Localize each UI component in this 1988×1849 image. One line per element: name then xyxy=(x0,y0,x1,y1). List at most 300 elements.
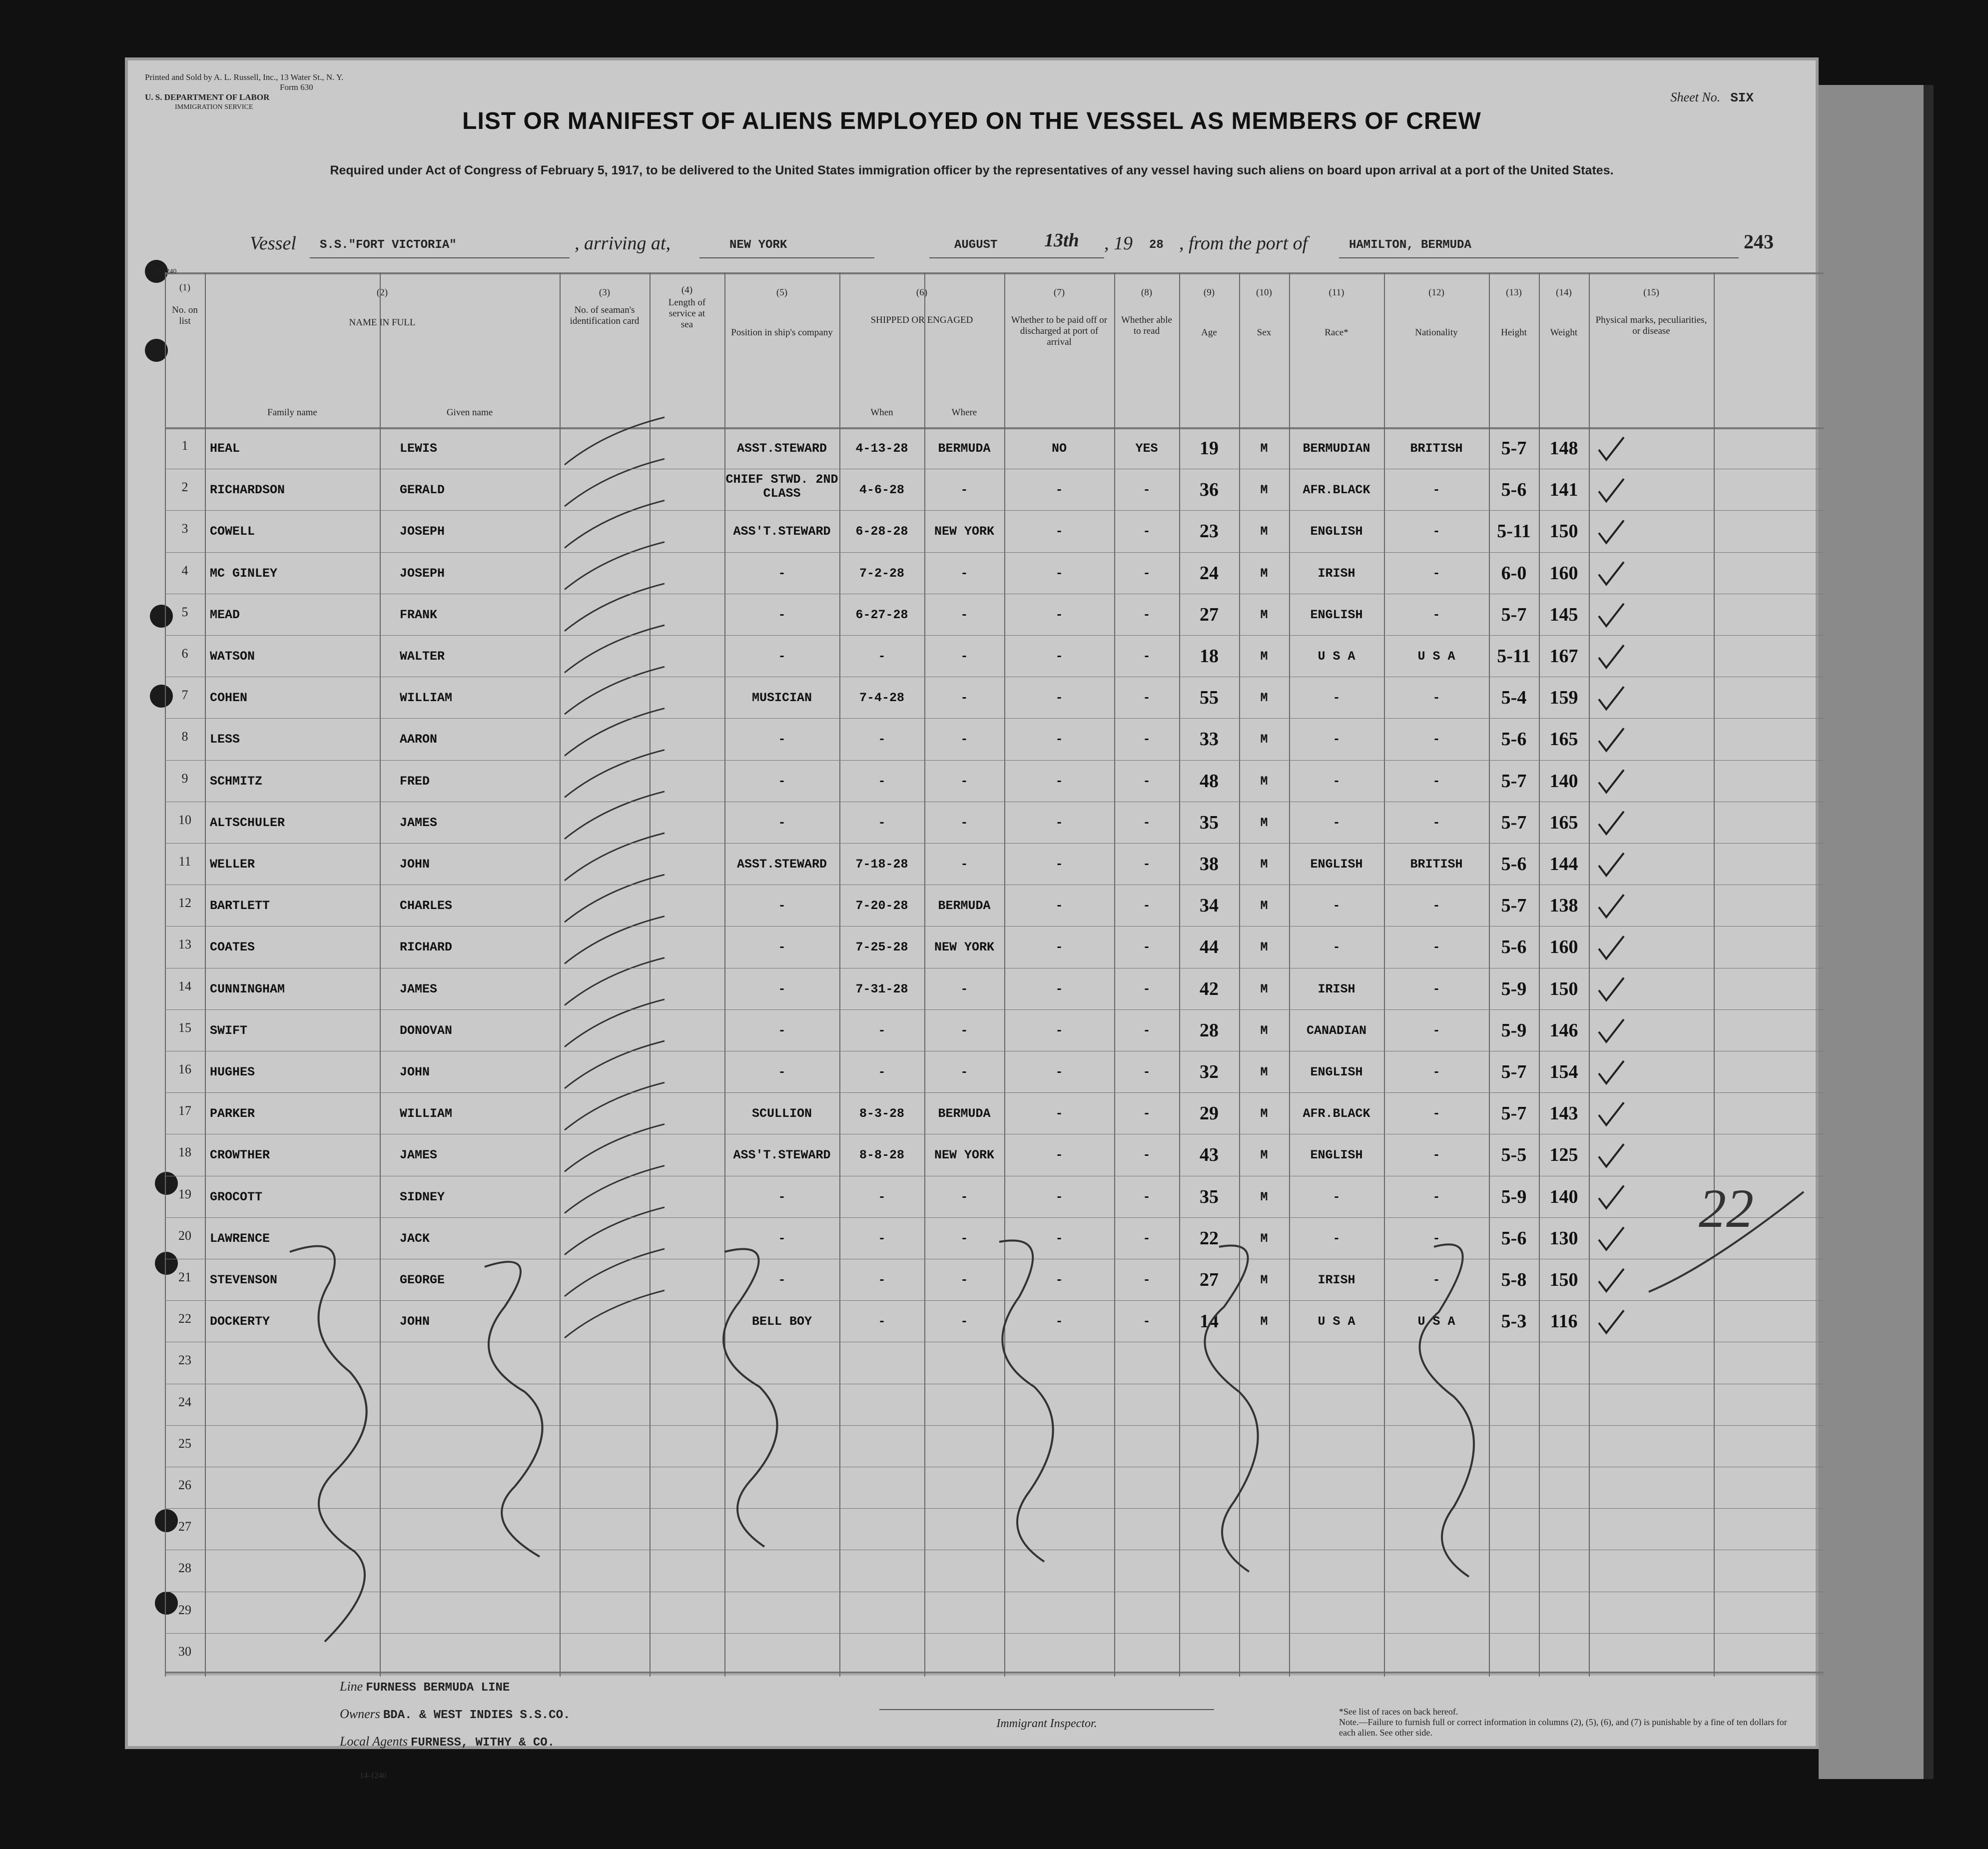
cell-where: - xyxy=(960,1023,968,1038)
cell-height: 5-6 xyxy=(1501,729,1527,750)
races-note: *See list of races on back hereof. xyxy=(1339,1707,1458,1717)
cell-nationality: - xyxy=(1432,691,1440,706)
row-number: 18 xyxy=(178,1145,191,1160)
cell-position: SCULLION xyxy=(751,1106,812,1121)
cell-position: - xyxy=(778,981,786,996)
strike-mark xyxy=(290,1246,367,1642)
cell-race: IRISH xyxy=(1318,566,1355,581)
cell-position: - xyxy=(778,1231,786,1246)
cell-age: 32 xyxy=(1200,1061,1219,1082)
row-number: 19 xyxy=(178,1186,191,1201)
cell-sex: M xyxy=(1260,857,1268,872)
cell-given: JOSEPH xyxy=(400,566,445,581)
cell-where: - xyxy=(960,732,968,747)
cell-weight: 150 xyxy=(1549,521,1578,542)
cell-age: 38 xyxy=(1200,854,1219,875)
cell-weight: 146 xyxy=(1549,1019,1578,1041)
row-number: 29 xyxy=(178,1602,191,1617)
cell-given: WALTER xyxy=(400,649,445,664)
cell-race: AFR.BLACK xyxy=(1303,483,1370,498)
cell-weight: 144 xyxy=(1549,854,1578,875)
strike-mark xyxy=(1419,1244,1474,1577)
cell-read: - xyxy=(1143,774,1151,789)
cell-read: - xyxy=(1143,1273,1151,1287)
cell-height: 5-4 xyxy=(1501,687,1527,709)
cell-nationality: - xyxy=(1432,1065,1440,1079)
cell-age: 55 xyxy=(1200,687,1219,709)
cell-where: BERMUDA xyxy=(938,441,991,456)
cell-family: CUNNINGHAM xyxy=(210,981,285,996)
cell-where: BERMUDA xyxy=(938,899,991,914)
cell-when: - xyxy=(878,1065,886,1079)
cell-height: 5-7 xyxy=(1501,604,1527,625)
cell-family: SWIFT xyxy=(210,1023,248,1038)
cell-age: 44 xyxy=(1200,936,1219,958)
cell-age: 35 xyxy=(1200,1186,1219,1207)
strike-mark xyxy=(723,1249,777,1547)
cell-position: - xyxy=(778,1065,786,1079)
cell-read: - xyxy=(1143,691,1151,706)
cell-sex: M xyxy=(1260,1023,1268,1038)
cell-where: NEW YORK xyxy=(934,940,995,955)
cell-weight: 141 xyxy=(1549,479,1578,501)
col-3-header: No. of seaman's identification card xyxy=(570,305,640,326)
cell-paid: - xyxy=(1055,732,1063,747)
cell-where: NEW YORK xyxy=(934,1148,995,1163)
cell-given: WILLIAM xyxy=(400,1106,453,1121)
strike-mark xyxy=(999,1240,1053,1562)
cell-weight: 160 xyxy=(1549,936,1578,958)
cell-nationality: - xyxy=(1432,940,1440,955)
cell-when: - xyxy=(878,1189,886,1204)
col-7-header: Whether to be paid off or discharged at port of arrival xyxy=(1011,315,1108,347)
cell-nationality: - xyxy=(1432,1231,1440,1246)
cell-read: - xyxy=(1143,732,1151,747)
cell-paid: - xyxy=(1055,483,1063,498)
cell-family: DOCKERTY xyxy=(210,1314,270,1329)
cell-weight: 148 xyxy=(1549,438,1578,459)
cell-age: 33 xyxy=(1200,729,1219,750)
cell-where: - xyxy=(960,1273,968,1287)
cell-given: CHARLES xyxy=(400,899,453,914)
cell-family: MEAD xyxy=(210,607,240,622)
cell-race: - xyxy=(1332,815,1340,830)
cell-when: - xyxy=(878,774,886,789)
cell-family: ALTSCHULER xyxy=(210,815,285,830)
cell-weight: 150 xyxy=(1549,978,1578,999)
col-6-number: (6) xyxy=(916,287,928,298)
cell-given: JOHN xyxy=(400,857,430,872)
cell-height: 5-7 xyxy=(1501,1061,1527,1082)
cell-family: LESS xyxy=(210,732,240,747)
cell-paid: - xyxy=(1055,1065,1063,1079)
cell-sex: M xyxy=(1260,981,1268,996)
row-number: 26 xyxy=(178,1478,191,1492)
cell-age: 19 xyxy=(1200,438,1219,459)
cell-sex: M xyxy=(1260,1189,1268,1204)
col-2-header: NAME IN FULL xyxy=(349,317,416,328)
col-13-header: Height xyxy=(1501,327,1527,338)
cell-when: - xyxy=(878,1273,886,1287)
cell-sex: M xyxy=(1260,899,1268,914)
cell-read: - xyxy=(1143,1231,1151,1246)
cell-position: - xyxy=(778,1273,786,1287)
cell-nationality: - xyxy=(1432,524,1440,539)
cell-paid: - xyxy=(1055,1273,1063,1287)
cell-age: 24 xyxy=(1200,562,1219,584)
cell-weight: 140 xyxy=(1549,1186,1578,1207)
cell-sex: M xyxy=(1260,1106,1268,1121)
cell-given: FRANK xyxy=(400,607,438,622)
from-port: HAMILTON, BERMUDA xyxy=(1349,238,1471,252)
cell-when: 8-8-28 xyxy=(859,1148,904,1163)
cell-paid: - xyxy=(1055,981,1063,996)
cell-where: - xyxy=(960,691,968,706)
cell-paid: - xyxy=(1055,524,1063,539)
cell-weight: 154 xyxy=(1549,1061,1578,1082)
cell-family: COWELL xyxy=(210,524,255,539)
cell-where: NEW YORK xyxy=(934,524,995,539)
cell-height: 5-7 xyxy=(1501,770,1527,792)
cell-weight: 165 xyxy=(1549,729,1578,750)
cell-given: RICHARD xyxy=(400,940,453,955)
cell-read: - xyxy=(1143,1065,1151,1079)
cell-nationality: BRITISH xyxy=(1410,857,1463,872)
cell-age: 48 xyxy=(1200,770,1219,792)
cell-position: ASST.STEWARD xyxy=(736,441,827,456)
cell-sex: M xyxy=(1260,1148,1268,1163)
cell-given: AARON xyxy=(400,732,438,747)
line-label: Line xyxy=(340,1679,363,1694)
vessel-label: Vessel xyxy=(250,233,296,254)
row-number: 28 xyxy=(178,1561,191,1576)
cell-weight: 165 xyxy=(1549,812,1578,833)
cell-sex: M xyxy=(1260,566,1268,581)
cell-where: - xyxy=(960,1189,968,1204)
cell-weight: 145 xyxy=(1549,604,1578,625)
cell-age: 18 xyxy=(1200,646,1219,667)
col-2-number: (2) xyxy=(376,287,388,298)
row-number: 4 xyxy=(181,563,188,578)
col-15-header: Physical marks, peculiarities, or disease xyxy=(1595,315,1707,336)
cell-sex: M xyxy=(1260,732,1268,747)
row-number: 27 xyxy=(178,1519,191,1534)
cell-paid: - xyxy=(1055,899,1063,914)
cell-when: - xyxy=(878,815,886,830)
cell-sex: M xyxy=(1260,441,1268,456)
cell-height: 5-6 xyxy=(1501,854,1527,875)
handwritten-total: 22 xyxy=(1699,1178,1754,1239)
cell-race: - xyxy=(1332,732,1340,747)
arriving-port: NEW YORK xyxy=(729,238,787,252)
arrival-month: AUGUST xyxy=(954,238,998,252)
cell-height: 5-6 xyxy=(1501,936,1527,958)
cell-race: - xyxy=(1332,940,1340,955)
col-8-number: (8) xyxy=(1141,287,1153,298)
cell-position: - xyxy=(778,1189,786,1204)
row-number: 16 xyxy=(178,1062,191,1076)
cell-where: - xyxy=(960,1065,968,1079)
cell-sex: M xyxy=(1260,815,1268,830)
department-label: U. S. DEPARTMENT OF LABOR xyxy=(145,92,270,102)
cell-age: 27 xyxy=(1200,604,1219,625)
cell-position: ASS'T.STEWARD xyxy=(733,524,831,539)
col-11-header: Race* xyxy=(1325,327,1348,338)
cell-read: - xyxy=(1143,981,1151,996)
cell-race: - xyxy=(1332,691,1340,706)
cell-read: - xyxy=(1143,607,1151,622)
cell-paid: - xyxy=(1055,815,1063,830)
col-10-header: Sex xyxy=(1257,327,1272,338)
page-edge-shadow xyxy=(1924,85,1934,1779)
cell-paid: - xyxy=(1055,566,1063,581)
cell-race: BERMUDIAN xyxy=(1303,441,1370,456)
cell-where: - xyxy=(960,1231,968,1246)
col-8-header: Whether able to read xyxy=(1121,315,1172,336)
cell-height: 5-6 xyxy=(1501,1227,1527,1249)
cell-height: 6-0 xyxy=(1501,562,1527,584)
row-number: 2 xyxy=(181,480,188,495)
cell-when: 4-6-28 xyxy=(859,483,904,498)
col-4-number: (4) xyxy=(681,285,693,295)
cell-family: GROCOTT xyxy=(210,1189,263,1204)
col-5-number: (5) xyxy=(776,287,788,298)
col-15-number: (15) xyxy=(1643,287,1659,298)
service-label: IMMIGRATION SERVICE xyxy=(175,103,253,111)
cell-race: - xyxy=(1332,1231,1340,1246)
cell-height: 5-9 xyxy=(1501,1186,1527,1207)
cell-age: 34 xyxy=(1200,895,1219,917)
cell-paid: - xyxy=(1055,649,1063,664)
cell-paid: - xyxy=(1055,1231,1063,1246)
cell-nationality: - xyxy=(1432,1273,1440,1287)
cell-where: - xyxy=(960,649,968,664)
cell-sex: M xyxy=(1260,1314,1268,1329)
cell-when: - xyxy=(878,1231,886,1246)
row-number: 22 xyxy=(178,1311,191,1326)
cell-family: STEVENSON xyxy=(210,1273,278,1287)
cell-race: - xyxy=(1332,1189,1340,1204)
col-11-number: (11) xyxy=(1328,287,1344,298)
cell-when: - xyxy=(878,732,886,747)
cell-nationality: BRITISH xyxy=(1410,441,1463,456)
cell-race: ENGLISH xyxy=(1310,1065,1363,1079)
cell-weight: 130 xyxy=(1549,1227,1578,1249)
cell-read: - xyxy=(1143,1314,1151,1329)
row-number: 12 xyxy=(178,896,191,911)
cell-when: 7-18-28 xyxy=(855,857,908,872)
cell-nationality: - xyxy=(1432,981,1440,996)
cell-where: - xyxy=(960,774,968,789)
row-number: 15 xyxy=(178,1020,191,1035)
cell-position: - xyxy=(778,566,786,581)
cell-when: 4-13-28 xyxy=(855,441,908,456)
cell-given: JAMES xyxy=(400,1148,438,1163)
cell-position: BELL BOY xyxy=(751,1314,812,1329)
row-number: 20 xyxy=(178,1228,191,1243)
cell-given: SIDNEY xyxy=(400,1189,445,1204)
cell-given: JAMES xyxy=(400,815,438,830)
inspector-signature-line: Immigrant Inspector. xyxy=(879,1709,1214,1731)
cell-given: GEORGE xyxy=(400,1273,445,1287)
cell-weight: 140 xyxy=(1549,770,1578,792)
row-number: 3 xyxy=(181,521,188,536)
cell-paid: - xyxy=(1055,1148,1063,1163)
row-number: 5 xyxy=(181,604,188,619)
row-number: 6 xyxy=(181,646,188,661)
col-7-number: (7) xyxy=(1053,287,1065,298)
cell-position: - xyxy=(778,649,786,664)
cell-nationality: - xyxy=(1432,732,1440,747)
cell-read: - xyxy=(1143,857,1151,872)
col-1-header: No. on list xyxy=(172,305,198,326)
cell-position: - xyxy=(778,732,786,747)
cell-age: 36 xyxy=(1200,479,1219,501)
form-number: Form 630 xyxy=(280,82,313,92)
agents-value: FURNESS, WITHY & CO. xyxy=(411,1736,555,1750)
cell-position: - xyxy=(778,607,786,622)
cell-given: JOHN xyxy=(400,1065,430,1079)
row-number: 25 xyxy=(178,1436,191,1451)
cell-nationality: - xyxy=(1432,483,1440,498)
cell-read: - xyxy=(1143,1023,1151,1038)
cell-age: 23 xyxy=(1200,521,1219,542)
cell-when: 7-20-28 xyxy=(855,899,908,914)
row-number: 1 xyxy=(181,438,188,453)
cell-when: 6-28-28 xyxy=(855,524,908,539)
page-number: 243 xyxy=(1744,230,1774,253)
col-6-header: SHIPPED OR ENGAGED xyxy=(870,315,973,325)
row-number: 21 xyxy=(178,1270,191,1284)
col-6a-header: When xyxy=(870,407,893,418)
cell-weight: 116 xyxy=(1550,1311,1578,1332)
cell-race: AFR.BLACK xyxy=(1303,1106,1370,1121)
cell-paid: NO xyxy=(1051,441,1067,456)
cell-when: 7-4-28 xyxy=(859,691,904,706)
cell-sex: M xyxy=(1260,1231,1268,1246)
row-number: 17 xyxy=(178,1103,191,1118)
cell-read: - xyxy=(1143,524,1151,539)
cell-nationality: - xyxy=(1432,607,1440,622)
cell-given: JOHN xyxy=(400,1314,430,1329)
cell-height: 5-7 xyxy=(1501,812,1527,833)
cell-when: 7-25-28 xyxy=(855,940,908,955)
cell-age: 22 xyxy=(1200,1227,1219,1249)
cell-height: 5-11 xyxy=(1497,646,1531,667)
cell-where: - xyxy=(960,566,968,581)
owners-value: BDA. & WEST INDIES S.S.CO. xyxy=(383,1709,571,1722)
agents-label: Local Agents xyxy=(340,1734,408,1749)
row-number: 24 xyxy=(178,1394,191,1409)
cell-family: WELLER xyxy=(210,857,255,872)
col-13-number: (13) xyxy=(1506,287,1522,298)
cell-height: 5-9 xyxy=(1501,978,1527,999)
cell-family: COATES xyxy=(210,940,255,955)
cell-age: 14 xyxy=(1200,1311,1219,1332)
cell-read: - xyxy=(1143,940,1151,955)
col-2a-header: Family name xyxy=(267,407,317,418)
cell-position: - xyxy=(778,940,786,955)
row-number: 11 xyxy=(178,854,191,869)
vessel-name: S.S."FORT VICTORIA" xyxy=(320,238,457,252)
cell-weight: 138 xyxy=(1549,895,1578,917)
cell-read: - xyxy=(1143,483,1151,498)
cell-paid: - xyxy=(1055,1023,1063,1038)
row-number: 8 xyxy=(181,729,188,744)
page-subtitle: Required under Act of Congress of February 5, 1917, to be delivered to the United States immigration officer by the representatives of any vessel having such aliens on board upon arrival at a port of the United States. xyxy=(330,163,1614,177)
cell-read: - xyxy=(1143,1148,1151,1163)
cell-family: HUGHES xyxy=(210,1065,255,1079)
page-edge-strip xyxy=(1819,85,1929,1779)
cell-age: 28 xyxy=(1200,1019,1219,1041)
cell-when: - xyxy=(878,1023,886,1038)
cell-sex: M xyxy=(1260,649,1268,664)
cell-position: ASST.STEWARD xyxy=(736,857,827,872)
page-title: LIST OR MANIFEST OF ALIENS EMPLOYED ON THE VESSEL AS MEMBERS OF CREW xyxy=(462,108,1481,134)
cell-race: IRISH xyxy=(1318,981,1355,996)
cell-height: 5-3 xyxy=(1501,1311,1527,1332)
cell-nationality: - xyxy=(1432,1106,1440,1121)
cell-family: HEAL xyxy=(210,441,240,456)
cell-weight: 150 xyxy=(1549,1269,1578,1290)
cell-sex: M xyxy=(1260,524,1268,539)
col-1-number: (1) xyxy=(179,282,191,293)
cell-height: 5-9 xyxy=(1501,1019,1527,1041)
row-number: 7 xyxy=(181,688,188,703)
arrival-day: 13th xyxy=(1044,230,1079,251)
line-value: FURNESS BERMUDA LINE xyxy=(366,1681,510,1695)
cell-read: - xyxy=(1143,1189,1151,1204)
cell-weight: 160 xyxy=(1549,562,1578,584)
cell-given: WILLIAM xyxy=(400,691,453,706)
col-12-number: (12) xyxy=(1428,287,1444,298)
manifest-page xyxy=(125,57,1819,1780)
col-9-number: (9) xyxy=(1203,287,1215,298)
col-14-header: Weight xyxy=(1550,327,1578,338)
cell-weight: 125 xyxy=(1549,1144,1578,1166)
cell-nationality: - xyxy=(1432,1148,1440,1163)
cell-family: PARKER xyxy=(210,1106,255,1121)
cell-family: COHEN xyxy=(210,691,248,706)
cell-race: - xyxy=(1332,899,1340,914)
row-number: 13 xyxy=(178,937,191,952)
col-3-number: (3) xyxy=(599,287,611,298)
cell-paid: - xyxy=(1055,1189,1063,1204)
cell-position: MUSICIAN xyxy=(751,691,812,706)
col-10-number: (10) xyxy=(1256,287,1272,298)
cell-when: 6-27-28 xyxy=(855,607,908,622)
cell-given: JOSEPH xyxy=(400,524,445,539)
cell-given: GERALD xyxy=(400,483,445,498)
cell-read: - xyxy=(1143,566,1151,581)
cell-where: - xyxy=(960,607,968,622)
cell-when: 7-31-28 xyxy=(855,981,908,996)
cell-race: ENGLISH xyxy=(1310,524,1363,539)
cell-paid: - xyxy=(1055,857,1063,872)
cell-position: - xyxy=(778,815,786,830)
col-9-header: Age xyxy=(1201,327,1217,338)
sheet-value: SIX xyxy=(1730,90,1754,105)
cell-race: IRISH xyxy=(1318,1273,1355,1287)
cell-race: ENGLISH xyxy=(1310,857,1363,872)
cell-when: 7-2-28 xyxy=(859,566,904,581)
cell-given: LEWIS xyxy=(400,441,438,456)
cell-read: YES xyxy=(1135,441,1158,456)
row-number: 30 xyxy=(178,1644,191,1659)
cell-family: BARTLETT xyxy=(210,899,270,914)
cell-nationality: - xyxy=(1432,1023,1440,1038)
year-prefix: , 19 xyxy=(1104,233,1133,254)
